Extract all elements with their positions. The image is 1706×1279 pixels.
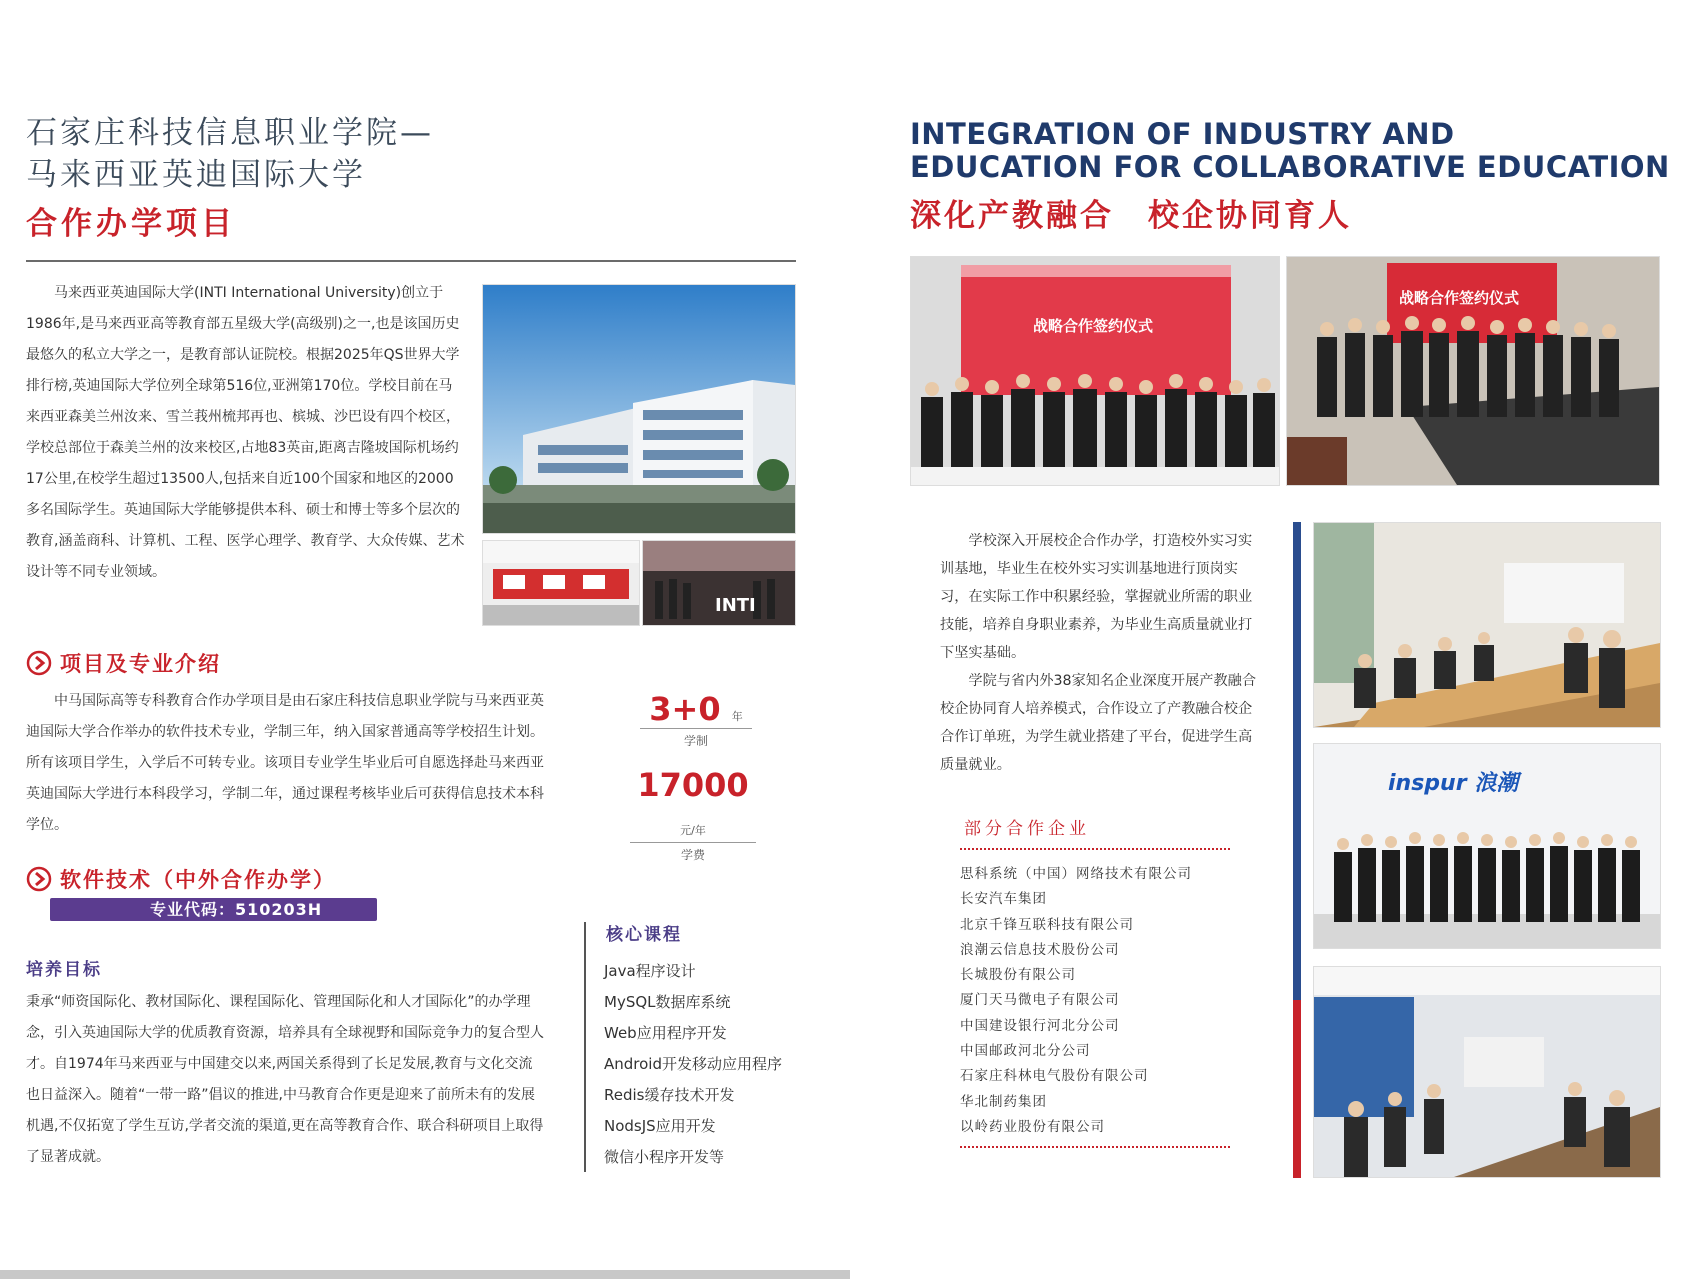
project-intro-paragraph: 中马国际高等专科教育合作办学项目是由石家庄科技信息职业学院与马来西亚英迪国际大学合作举办的软件技术专业，学制三年，纳入国家普通高等学校招生计划。所有该项目学生，入学后不可转专业。该项目专业学生毕业后可自愿选择赴马来西亚英迪国际大学进行本科段学习，学制二年，通过课程考核毕业后可获得信息技术本科学位。 <box>26 693 544 833</box>
stat-duration-value: 3+0 <box>649 690 721 728</box>
left-title-line1: 石家庄科技信息职业学院— <box>26 115 434 151</box>
meeting-room-photo-2 <box>1313 966 1661 1178</box>
right-cn-title: 深化产教融合 校企协同育人 <box>910 198 1352 234</box>
stat-tuition-unit: 元/年 <box>680 824 706 837</box>
course-item: Web应用程序开发 <box>604 1024 727 1042</box>
partner-item: 中国邮政河北分公司 <box>960 1043 1091 1060</box>
course-item: 微信小程序开发等 <box>604 1148 725 1166</box>
partner-item: 北京千锋互联科技有限公司 <box>960 916 1134 933</box>
coop-paragraph-1: 学校深入开展校企合作办学，打造校外实习实训基地，毕业生在校外实习实训基地进行顶岗实习，在实际工作中积累经验，掌握就业所需的职业技能，培养自身职业素养，为毕业生高质量就业打下坚实基础。 <box>940 533 1253 661</box>
title-divider <box>26 260 796 262</box>
partner-item: 石家庄科林电气股份有限公司 <box>960 1068 1149 1085</box>
campus-building-photo <box>482 284 796 534</box>
partner-divider-bottom <box>960 1146 1230 1148</box>
goal-title: 培养目标 <box>26 960 102 980</box>
circle-arrow-icon <box>26 866 52 892</box>
course-item: Android开发移动应用程序 <box>604 1055 782 1073</box>
signing-banner-2: 战略合作签约仪式 <box>1399 289 1520 307</box>
intro-paragraph: 马来西亚英迪国际大学(INTI International University)创立于1986年,是马来西亚高等教育部五星级大学(高级别)之一,也是该国历史最悠久的私立大学之一，是教育部认证院校。根据2025年QS世界大学排行榜,英迪国际大学位列全球第516位,亚洲第170位。学校目前在马来西亚森美兰州汝来、雪兰莪州梳邦再也、槟城、沙巴设有四个校区，学校总部位于森美兰州的汝来校区,占地83英亩,距离吉隆坡国际机场约17公里,在校学生超过13500人,包括来自近100个国家和地区的2000多名国际学生。英迪国际大学能够提供本科、硕士和博士等多个层次的教育,涵盖商科、计算机、工程、医学心理学、教育学、大众传媒、艺术设计等不同专业领域。 <box>26 285 465 580</box>
coop-paragraph-2: 学院与省内外38家知名企业深度开展产教融合校企协同育人培养模式，合作设立了产教融合校企合作订单班，为学生就业搭建了平台，促进学生高质量就业。 <box>940 673 1257 773</box>
en-title-line1: INTEGRATION OF INDUSTRY AND <box>910 117 1455 151</box>
partner-item: 厦门天马微电子有限公司 <box>960 992 1120 1009</box>
course-item: Redis缓存技术开发 <box>604 1086 735 1104</box>
en-title-line2: EDUCATION FOR COLLABORATIVE EDUCATION <box>910 150 1670 184</box>
meeting-room-photo-1 <box>1313 522 1661 728</box>
stat-duration-unit: 年 <box>731 710 743 723</box>
stat-duration-label: 学制 <box>683 734 708 748</box>
partner-item: 华北制药集团 <box>960 1093 1047 1110</box>
partner-item: 以岭药业股份有限公司 <box>960 1118 1105 1135</box>
signing-ceremony-photo-2 <box>1286 256 1660 486</box>
classroom-photo <box>482 540 640 626</box>
signing-banner-1: 战略合作签约仪式 <box>1033 317 1154 335</box>
core-courses-list <box>604 956 804 1173</box>
goal-paragraph: 秉承“师资国际化、教材国际化、课程国际化、管理国际化和人才国际化”的办学理念，引入英迪国际大学的优质教育资源，培养具有全球视野和国际竞争力的复合型人才。自1974年马来西亚与中国建交以来,两国关系得到了长足发展,教育与文化交流也日益深入。随着“一带一路”倡议的推进,中马教育合作更是迎来了前所未有的发展机遇,不仅拓宽了学生互访,学者交流的渠道,更在高等教育合作、联合科研项目上取得了显著成就。 <box>26 994 544 1165</box>
major-code-badge: 专业代码：510203H <box>50 898 377 921</box>
circle-arrow-icon <box>26 650 52 676</box>
inspur-logo-text: inspur 浪潮 <box>1388 771 1519 796</box>
section-software-head <box>26 864 336 894</box>
stat-tuition <box>630 766 756 863</box>
left-title-block <box>26 112 434 243</box>
partner-title: 部分合作企业 <box>964 819 1090 839</box>
section-software-title: 软件技术（中外合作办学） <box>60 868 336 892</box>
campus-sign-photo <box>642 540 796 626</box>
section-project-intro-title: 项目及专业介绍 <box>60 652 221 676</box>
accent-bar-bottom <box>1293 1000 1301 1178</box>
inspur-visit-photo <box>1313 743 1661 949</box>
left-title-line3: 合作办学项目 <box>26 206 236 242</box>
intro-text <box>26 278 466 588</box>
partner-item: 中国建设银行河北分公司 <box>960 1017 1120 1034</box>
section-project-intro-head <box>26 648 221 678</box>
partner-divider-top <box>960 848 1230 850</box>
course-item: Java程序设计 <box>604 962 696 980</box>
goal-text <box>26 987 546 1173</box>
course-item: NodsJS应用开发 <box>604 1117 716 1135</box>
stat-tuition-label: 学费 <box>680 848 705 862</box>
partner-list <box>960 862 1260 1140</box>
stat-tuition-line <box>630 842 756 843</box>
partner-item: 长安汽车集团 <box>960 891 1047 908</box>
partner-item: 长城股份有限公司 <box>960 967 1076 984</box>
stat-duration <box>640 690 752 749</box>
course-item: MySQL数据库系统 <box>604 993 731 1011</box>
stat-tuition-value: 17000 <box>637 766 749 804</box>
left-title-line2: 马来西亚英迪国际大学 <box>26 157 366 193</box>
core-courses-title: 核心课程 <box>606 925 682 945</box>
partner-item: 思科系统（中国）网络技术有限公司 <box>960 866 1192 882</box>
right-title-block <box>910 118 1670 235</box>
coop-text <box>940 527 1258 779</box>
campus-sign-text: INTI <box>715 595 756 616</box>
page-bottom-strip <box>0 1270 850 1279</box>
courses-divider <box>584 922 586 1172</box>
signing-ceremony-photo-1 <box>910 256 1280 486</box>
stat-duration-line <box>640 728 752 729</box>
partner-item: 浪潮云信息技术股份公司 <box>960 941 1120 958</box>
project-intro-text <box>26 686 556 841</box>
